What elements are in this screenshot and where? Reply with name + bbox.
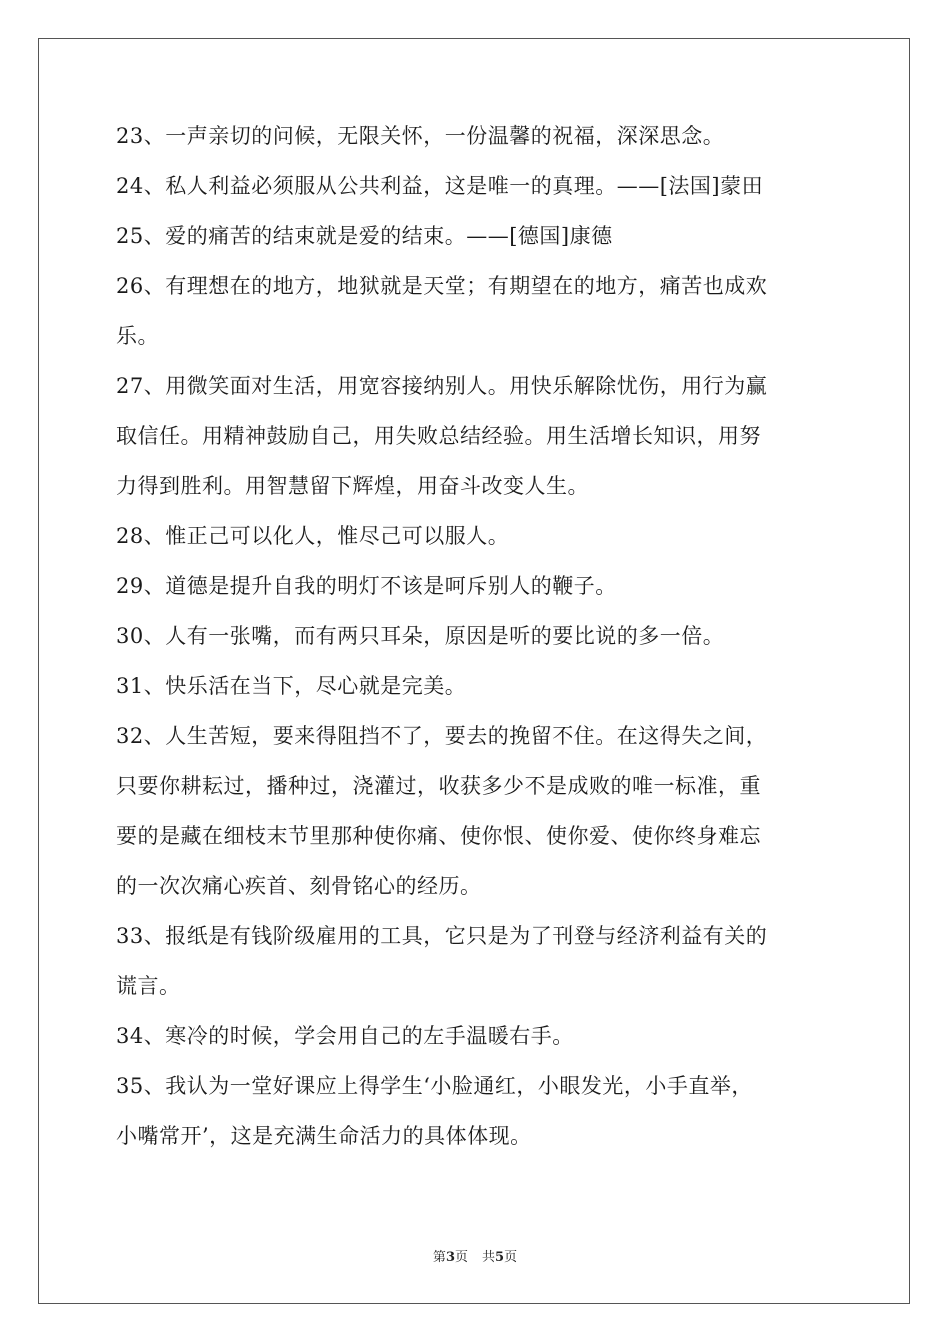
text-line: 只要你耕耘过，播种过，浇灌过，收获多少不是成败的唯一标准，重 [116,774,761,798]
text-line: 30、人有一张嘴，而有两只耳朵，原因是听的要比说的多一倍。 [116,624,725,648]
text-line: 取信任。用精神鼓励自己，用失败总结经验。用生活增长知识，用努 [116,424,761,448]
text-line: 25、爱的痛苦的结束就是爱的结束。——[德国]康德 [116,224,613,248]
text-line: 小嘴常开’，这是充满生命活力的具体体现。 [116,1124,532,1148]
page-prefix: 第 [432,1250,446,1265]
text-line: 31、快乐活在当下，尽心就是完美。 [116,674,467,698]
page-indicator [433,1250,468,1265]
text-line: 要的是藏在细枝末节里那种使你痛、使你恨、使你爱、使你终身难忘 [116,824,761,848]
text-line: 27、用微笑面对生活，用宽容接纳别人。用快乐解除忧伤，用行为赢 [116,374,768,398]
total-prefix: 共 [482,1250,496,1265]
text-line: 34、寒冷的时候，学会用自己的左手温暖右手。 [116,1024,574,1048]
total-indicator [482,1250,517,1265]
page-suffix: 页 [454,1250,468,1265]
page-number: 3 [445,1250,455,1265]
text-line: 力得到胜利。用智慧留下辉煌，用奋斗改变人生。 [116,474,589,498]
page-footer [0,1246,950,1265]
text-line: 32、人生苦短，要来得阻挡不了，要去的挽留不住。在这得失之间， [116,724,768,748]
text-line: 谎言。 [116,974,181,998]
total-pages: 5 [495,1250,505,1265]
total-suffix: 页 [504,1250,518,1265]
document-body [116,124,838,1174]
text-line: 的一次次痛心疾首、刻骨铭心的经历。 [116,874,482,898]
text-line: 24、私人利益必须服从公共利益，这是唯一的真理。——[法国]蒙田 [116,174,764,198]
text-line: 28、惟正己可以化人，惟尽己可以服人。 [116,524,510,548]
text-line: 35、我认为一堂好课应上得学生‘小脸通红，小眼发光，小手直举， [116,1074,753,1098]
text-line: 33、报纸是有钱阶级雇用的工具，它只是为了刊登与经济利益有关的 [116,924,768,948]
text-line: 23、一声亲切的问候，无限关怀，一份温馨的祝福，深深思念。 [116,124,725,148]
text-line: 29、道德是提升自我的明灯不该是呵斥别人的鞭子。 [116,574,617,598]
text-line: 26、有理想在的地方，地狱就是天堂；有期望在的地方，痛苦也成欢 [116,274,768,298]
text-line: 乐。 [116,324,159,348]
